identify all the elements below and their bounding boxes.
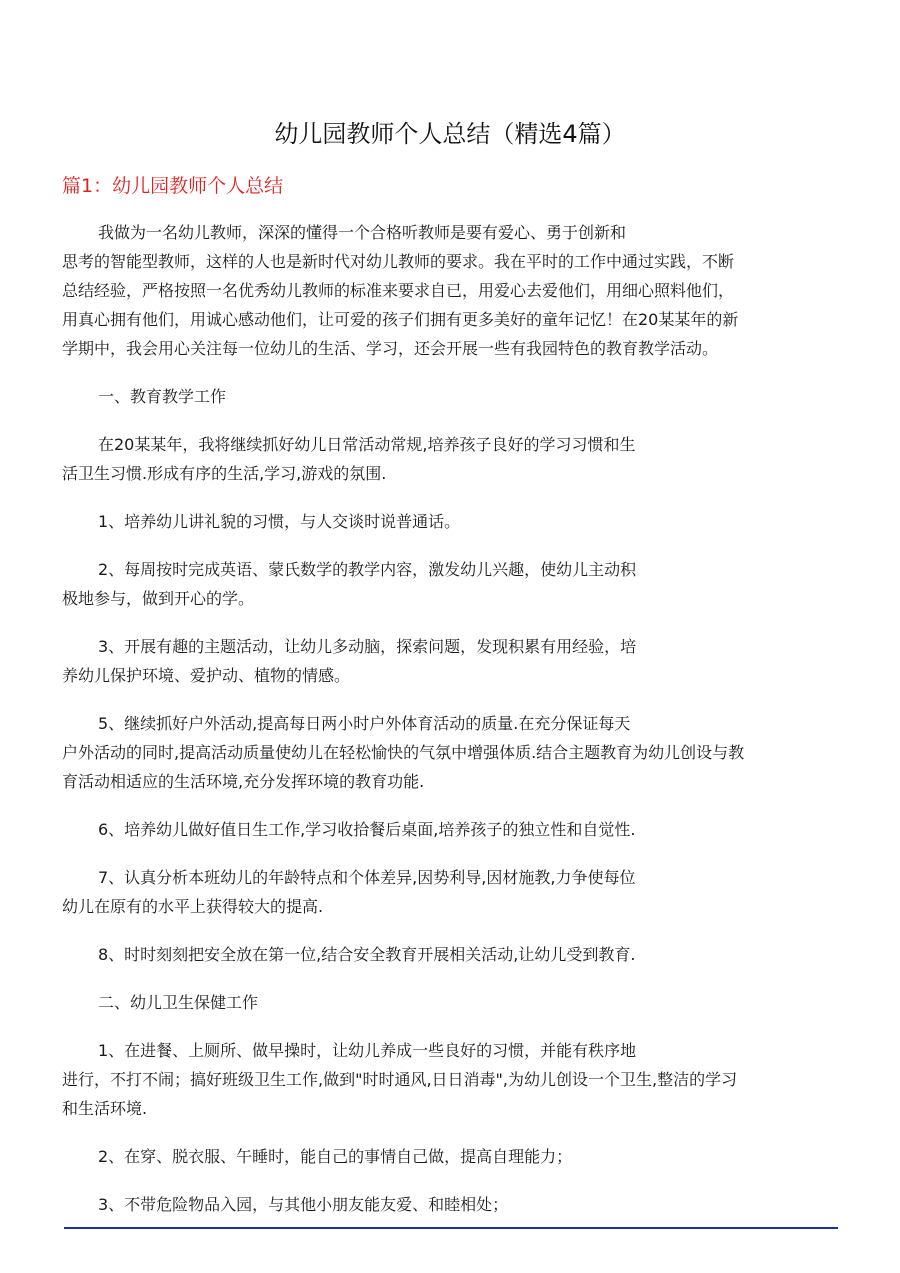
paragraph — [62, 430, 838, 488]
paragraph-line: 一、教育教学工作 — [98, 387, 227, 406]
paragraph-line: 2、每周按时完成英语、蒙氏数学的教学内容，激发幼儿兴趣，使幼儿主动积 — [98, 560, 637, 579]
paragraph — [62, 1036, 838, 1123]
paragraph-line: 思考的智能型教师，这样的人也是新时代对幼儿教师的要求。我在平时的工作中通过实践，不断 — [62, 252, 735, 271]
paragraph — [62, 218, 838, 363]
paragraph — [62, 555, 838, 613]
paragraph-line: 育活动相适应的生活环境,充分发挥环境的教育功能. — [62, 772, 425, 791]
paragraph — [62, 507, 838, 536]
footer-divider — [64, 1227, 838, 1229]
paragraph-line: 总结经验，严格按照一名优秀幼儿教师的标准来要求自已，用爱心去爱他们，用细心照料他们， — [62, 281, 735, 300]
paragraph-line: 在20某某年，我将继续抓好幼儿日常活动常规,培养孩子良好的学习习惯和生 — [98, 435, 636, 454]
paragraph — [62, 863, 838, 921]
paragraph — [62, 940, 838, 969]
paragraph-line: 7、认真分析本班幼儿的年龄特点和个体差异,因势利导,因材施教,力争使每位 — [98, 868, 636, 887]
paragraph-line: 1、培养幼儿讲礼貌的习惯，与人交谈时说普通话。 — [98, 512, 461, 531]
paragraph — [62, 382, 838, 411]
paragraph-line: 3、开展有趣的主题活动，让幼儿多动脑，探索问题，发现积累有用经验，培 — [98, 637, 637, 656]
paragraph-line: 我做为一名幼儿教师，深深的懂得一个合格听教师是要有爱心、勇于创新和 — [98, 223, 627, 242]
paragraph-line: 2、在穿、脱衣服、午睡时，能自己的事情自己做，提高自理能力； — [98, 1147, 573, 1166]
paragraph-line: 5、继续抓好户外活动,提高每日两小时户外体育活动的质量.在充分保证每天 — [98, 714, 631, 733]
paragraph-line: 3、不带危险物品入园，与其他小朋友能友爱、和睦相处； — [98, 1195, 509, 1214]
paragraph-line: 和生活环境. — [62, 1099, 148, 1118]
document-body — [62, 218, 838, 1238]
paragraph — [62, 815, 838, 844]
paragraph-line: 进行，不打不闹；搞好班级卫生工作,做到"时时通风,日日消毒",为幼儿创设一个卫生,整洁的学习 — [62, 1070, 738, 1089]
paragraph-line: 养幼儿保护环境、爱护动、植物的情感。 — [62, 666, 351, 685]
paragraph-line: 幼儿在原有的水平上获得较大的提高. — [62, 897, 324, 916]
paragraph-line: 活卫生习惯.形成有序的生活,学习,游戏的氛围. — [62, 464, 387, 483]
paragraph — [62, 1142, 838, 1171]
paragraph — [62, 1190, 838, 1219]
paragraph-line: 户外活动的同时,提高活动质量使幼儿在轻松愉快的气氛中增强体质.结合主题教育为幼儿创设与教 — [62, 743, 745, 762]
paragraph-line: 极地参与，做到开心的学。 — [62, 589, 255, 608]
paragraph — [62, 709, 838, 796]
paragraph-line: 6、培养幼儿做好值日生工作,学习收拾餐后桌面,培养孩子的独立性和自觉性. — [98, 820, 636, 839]
paragraph-line: 1、在进餐、上厕所、做早操时，让幼儿养成一些良好的习惯，并能有秩序地 — [98, 1041, 637, 1060]
page-title: 幼儿园教师个人总结（精选4篇） — [274, 120, 626, 148]
paragraph — [62, 988, 838, 1017]
paragraph-line: 用真心拥有他们，用诚心感动他们，让可爱的孩子们拥有更多美好的童年记忆！在20某某年的新 — [62, 310, 739, 329]
section-heading: 篇1：幼儿园教师个人总结 — [62, 175, 284, 197]
paragraph-line: 8、时时刻刻把安全放在第一位,结合安全教育开展相关活动,让幼儿受到教育. — [98, 945, 636, 964]
paragraph-line: 学期中，我会用心关注每一位幼儿的生活、学习，还会开展一些有我园特色的教育教学活动。 — [62, 339, 719, 358]
paragraph-line: 二、幼儿卫生保健工作 — [98, 993, 259, 1012]
paragraph — [62, 632, 838, 690]
